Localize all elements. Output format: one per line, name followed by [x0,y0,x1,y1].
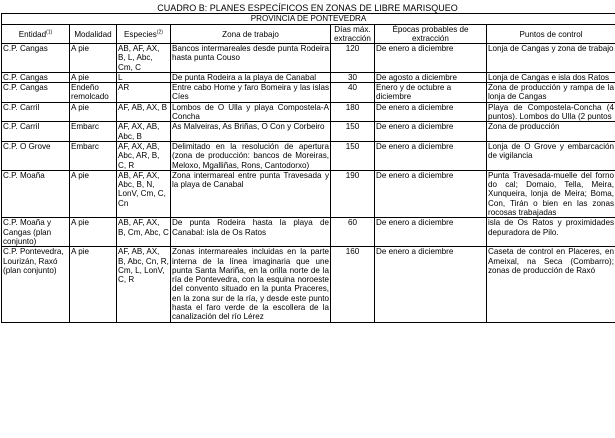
cell-puntos: Lonja de Cangas e isla dos Ratos [487,72,615,82]
col-header-zona: Zona de trabajo [171,25,331,44]
cell-entidad: C.P. O Grove [2,141,70,170]
cell-zona: Zonas intermareales incluidas en la parte interna de la línea imaginaria que une punta Santa Mariña, en la orilla norte de la ría de Pontevedra, con la esquina noroeste del convento situado en la punta Praceres, en la zona sur de la ría, y desde este punto hasta el faro verde de la escollera de la canalización del río Lérez [172,247,329,322]
table-row [2,218,615,247]
cell-puntos: isla de Os Ratos y proximidades depuradora de Pilo. [487,218,615,247]
cell-puntos: Caseta de control en Placeres, en Ameixal, na Seca (Combarro); zonas de producción de Raxó [487,247,615,322]
cell-epocas: De enero a diciembre [375,122,487,142]
cell-modalidad: Embarc [70,141,117,170]
province-header: PROVINCIA DE PONTEVEDRA [2,14,615,25]
cell-especies: AR [117,83,171,103]
cell-modalidad: A pie [70,72,117,82]
cell-dias: 150 [331,122,375,142]
cell-epocas: De enero a diciembre [375,44,487,73]
col-header-especies: Especies$^{(2)}$ [117,25,171,44]
cell-puntos: Lonja de Cangas y zona de trabajo [487,44,615,73]
cell-modalidad: Embarc [70,122,117,142]
cell-puntos: Zona de producción y rampa de la lonja de Cangas [488,83,614,102]
table-row [2,141,615,170]
cell-entidad: C.P. Cangas [2,44,70,73]
cell-zona: De punta Rodeira hasta la playa de Canabal: isla de Os Ratos [171,218,331,247]
cell-entidad: C.P. Moaña y Cangas (plan conjunto) [2,218,70,247]
cell-epocas: De enero a diciembre [375,218,487,247]
cell-epocas: De enero a diciembre [375,170,487,217]
cell-puntos: Zona de producción [487,122,615,142]
col-header-dias: Días máx. extracción [331,25,375,44]
cell-modalidad: A pie [70,170,117,217]
table-row [2,44,615,73]
cell-zona: Bancos intermareales desde punta Rodeira hasta punta Couso [171,44,331,73]
table-row [2,102,615,122]
cell-dias: 150 [331,141,375,170]
cell-entidad: C.P. Cangas [2,72,70,82]
cell-especies: AB, AF, AX, B, L, Abc, Cm, C [117,44,171,73]
cell-modalidad: A pie [70,247,117,322]
cell-dias: 160 [331,247,375,322]
cell-dias: 40 [331,83,375,103]
cell-epocas: De enero a diciembre [375,102,487,122]
table-row [2,72,615,82]
cell-zona: De punta Rodeira a la playa de Canabal [171,72,331,82]
cell-dias: 190 [331,170,375,217]
cell-dias: 60 [331,218,375,247]
cell-especies: AF, AB, AX, B [117,102,171,122]
cell-modalidad: A pie [70,44,117,73]
cell-especies: AF, AX, AB, Abc, AR, B, C, R [117,141,171,170]
cell-especies: AB, AF, AX, Abc, B, N, LonV, Cm, C, Cn [117,170,171,217]
cell-dias: 180 [331,102,375,122]
table-row [2,122,615,142]
cell-entidad: C.P. Moaña [2,170,70,217]
cell-entidad: C.P. Cangas [2,83,70,103]
cell-puntos: Lonja de O Grove y embarcación de vigilancia [487,141,615,170]
col-header-modalidad: Modalidad [70,25,117,44]
plans-table [1,13,615,323]
cell-entidad: C.P. Carril [2,102,70,122]
cell-especies: L [117,72,171,82]
cell-puntos: Punta Travesada-muelle del forno do cal; Domaio, Tella, Meira, Xunqueira, lonja de Meira; Boma, Con, Tirán o bien en las zonas rocosas trabajadas [488,170,614,218]
cell-zona: Delimitado en la resolución de apertura (zona de producción: bancos de Moreiras, Meloxo, Mgalliñas, Rons, Cantodorxo) [172,141,329,170]
cell-zona: As Malveiras, As Briñas, O Con y Corbeiro [171,122,331,142]
cell-zona: Zona intermareal entre punta Travesada y la playa de Canabal [171,170,331,217]
table-row [2,83,615,103]
cell-especies: AF, AB, AX, B, Abc, Cn, R, Cm, L, LonV, C, R [117,247,171,322]
cell-modalidad: Endeño remolcado [70,83,117,103]
cell-dias: 30 [331,72,375,82]
cell-modalidad: A pie [70,102,117,122]
table-row [2,247,615,322]
col-header-puntos: Puntos de control [487,25,615,44]
col-header-epocas: Épocas probables de extracción [375,25,487,44]
cell-modalidad: A pie [70,218,117,247]
cell-epocas: De enero a diciembre [375,141,487,170]
col-header-entidad: Entidad$^{(1)}$ [2,25,70,44]
cell-especies: AB, AF, AX, B, Cm, Abc, C [117,218,171,247]
cell-epocas: De agosto a diciembre [375,72,487,82]
cell-zona: Entre cabo Home y faro Bomeira y las islas Cíes [172,83,329,102]
cell-entidad: C.P. Carril [2,122,70,142]
cell-epocas: Enero y de octubre a diciembre [375,83,487,103]
cell-epocas: De enero a diciembre [375,247,487,322]
cell-dias: 120 [331,44,375,73]
table-row [2,170,615,217]
cell-especies: AF, AX, AB, Abc, B [117,122,171,142]
cell-zona: Lombos de O Ulla y playa Compostela-A Concha [172,102,329,122]
cell-entidad: C.P. Pontevedra, Lourizán, Raxó (plan conjunto) [2,247,70,322]
document-title: CUADRO B: PLANES ESPECÍFICOS EN ZONAS DE LIBRE MARISQUEO [157,3,458,13]
cell-puntos: Playa de Compostela-Concha (4 puntos). Lombos do Ulla (2 puntos [488,102,614,122]
